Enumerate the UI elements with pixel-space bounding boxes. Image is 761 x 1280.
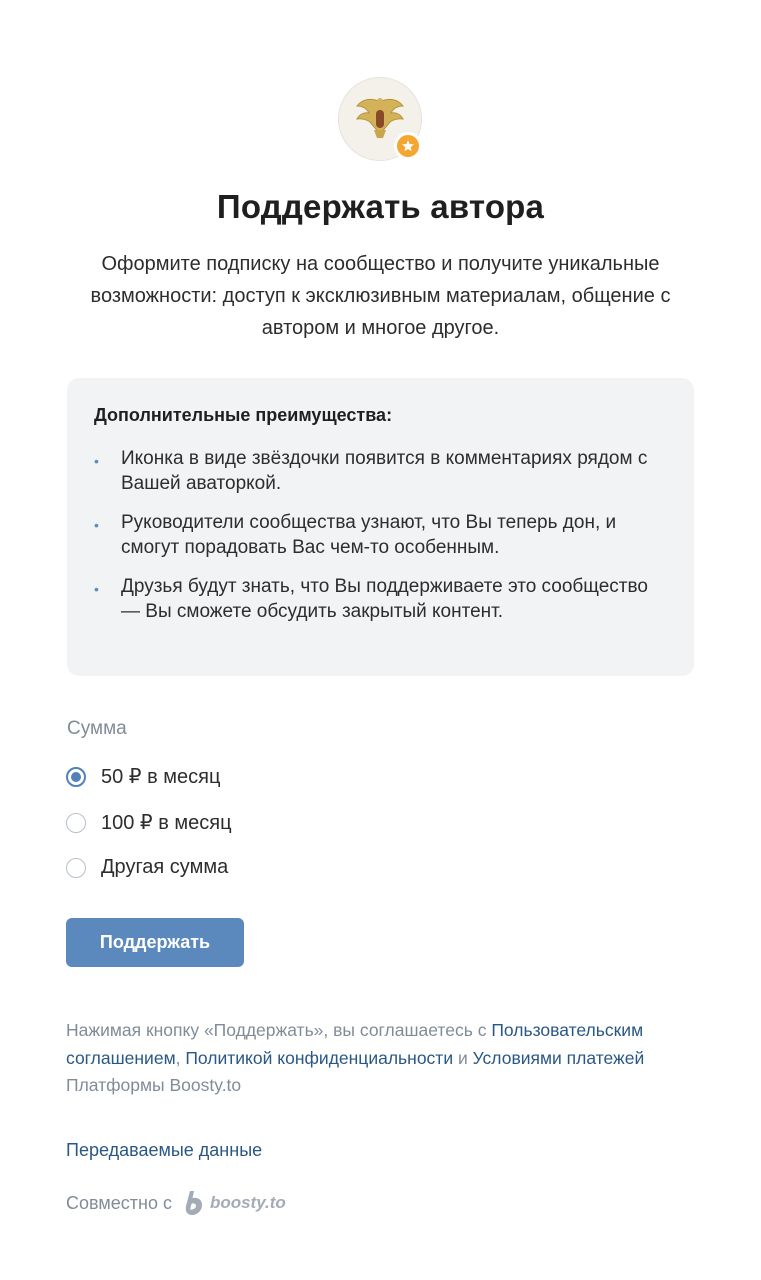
amount-label: Сумма [67,718,127,739]
payment-terms-link[interactable]: Условиями платежей [472,1047,645,1068]
radio-unchecked-icon[interactable] [66,813,86,833]
page-title: Поддержать автора [216,188,545,225]
benefit-item [94,574,666,624]
partner-footer [66,1190,286,1216]
benefits-title: Дополнительные преимущества: [94,405,393,425]
together-label: Совместно с [66,1192,172,1213]
legal-comma: , [175,1047,186,1068]
boosty-logo-icon [184,1190,206,1216]
legal-notice [66,1017,666,1100]
community-avatar [338,77,422,161]
bullet-icon: • [94,517,99,533]
amount-option-50[interactable] [66,764,220,789]
amount-option-custom[interactable] [66,856,228,879]
star-badge-icon [394,132,422,160]
page-subtitle: Оформите подписку на сообщество и получите уникальные возможности: доступ к эксклюзивным материалам, общение с автором и многое другое. [90,253,671,339]
legal-and: и [453,1047,473,1068]
radio-checked-icon[interactable] [66,767,86,787]
benefit-item [94,446,666,496]
boosty-brand: boosty.to [209,1193,286,1212]
benefit-text: Друзья будут знать, что Вы поддерживаете это сообщество — Вы сможете обсудить закрытый контент. [121,576,648,622]
privacy-policy-link[interactable]: Политикой конфиденциальности [185,1047,454,1068]
legal-prefix: Нажимая кнопку «Поддержать», вы соглашаетесь с [66,1020,492,1040]
boosty-logo [184,1190,286,1216]
amount-option-label: Другая сумма [101,856,229,878]
benefit-text: Иконка в виде звёздочки появится в комментариях рядом с Вашей аваторкой. [121,448,648,494]
benefit-text: Руководители сообщества узнают, что Вы теперь дон, и смогут порадовать Вас чем-то особенным. [121,512,617,558]
user-agreement-link[interactable]: Пользовательским соглашением [66,1020,644,1068]
transferred-data-link[interactable]: Передаваемые данные [66,1140,263,1160]
amount-option-100[interactable] [66,810,232,835]
amount-option-label: 50 ₽ в месяц [101,766,221,788]
bullet-icon: • [94,453,99,469]
amount-option-label: 100 ₽ в месяц [101,812,232,834]
legal-suffix: Платформы Boosty.to [66,1075,242,1095]
bullet-icon: • [94,581,99,597]
benefits-panel [67,378,694,676]
radio-unchecked-icon[interactable] [66,858,86,878]
support-button[interactable]: Поддержать [66,918,244,967]
benefit-item [94,510,666,560]
